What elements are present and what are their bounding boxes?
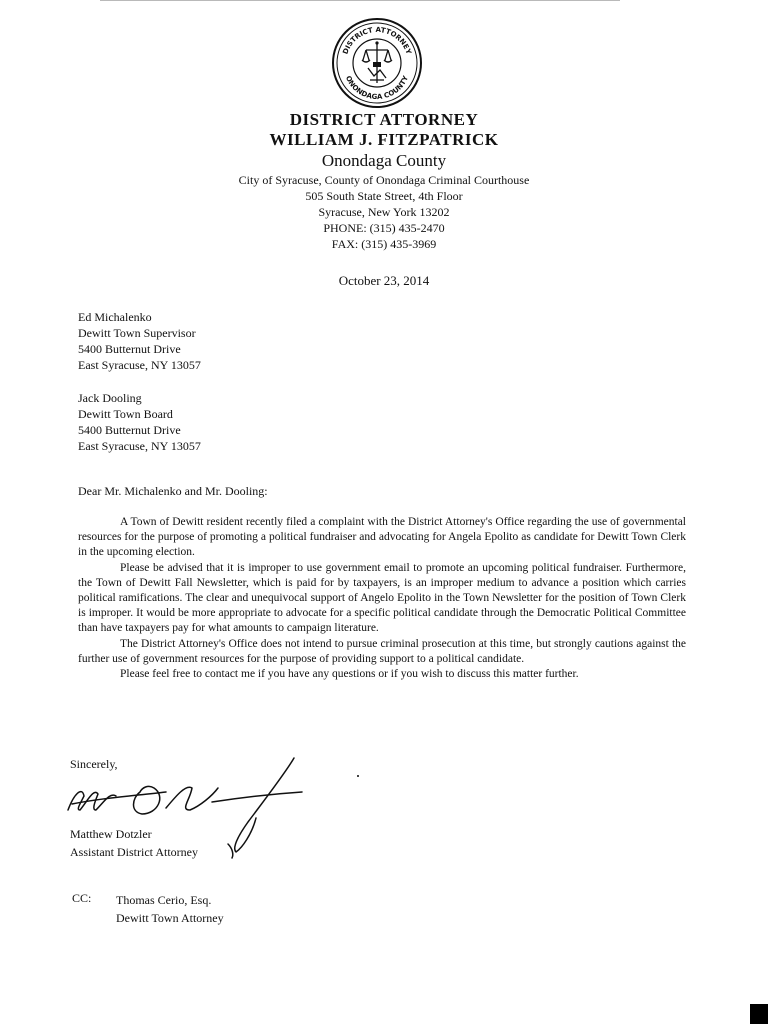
- recipient-2-street: 5400 Butternut Drive: [78, 423, 181, 437]
- body-paragraph-1: A Town of Dewitt resident recently filed a complaint with the District Attorney's Office regarding the use of governmental resources for the purpose of promoting a political fundraiser and advocating for Angela Epolito as candidate for Dewitt Town Clerk in the upcoming election.: [78, 516, 686, 559]
- letterhead-address-3: Syracuse, New York 13202: [318, 205, 450, 219]
- cc-title: Dewitt Town Attorney: [116, 911, 224, 925]
- body-paragraph-4: Please feel free to contact me if you have any questions or if you wish to discuss this matter further.: [120, 668, 579, 681]
- body-paragraph-3: The District Attorney's Office does not intend to pursue criminal prosecution at this time, but strongly cautions against the further use of government resources for the purpose of providing support to a political candidate.: [78, 637, 686, 665]
- letterhead: [0, 110, 768, 252]
- letter-date: October 23, 2014: [338, 273, 430, 288]
- recipient-1-street: 5400 Butternut Drive: [78, 342, 181, 356]
- signer-name: Matthew Dotzler: [70, 827, 152, 841]
- seal-top-text: DISTRICT ATTORNEY: [341, 25, 413, 56]
- seal-icon: [330, 16, 424, 110]
- recipient-1-name: Ed Michalenko: [78, 310, 152, 324]
- scan-corner-mark: [750, 1004, 768, 1024]
- signer-title: Assistant District Attorney: [70, 845, 198, 859]
- recipient-2-name: Jack Dooling: [78, 391, 142, 405]
- seal-bottom-text: ONONDAGA COUNTY: [343, 74, 411, 102]
- cc-recipient: [116, 891, 224, 927]
- letterhead-phone: PHONE: (315) 435-2470: [323, 221, 445, 235]
- top-rule: [100, 0, 620, 1]
- letterhead-county: Onondaga County: [321, 151, 447, 170]
- letterhead-address-2: 505 South State Street, 4th Floor: [305, 189, 463, 203]
- letterhead-name: WILLIAM J. FITZPATRICK: [269, 130, 499, 149]
- stray-ink-dot: [357, 775, 359, 777]
- letter-body: [78, 515, 686, 682]
- recipient-1-city: East Syracuse, NY 13057: [78, 358, 201, 372]
- body-paragraph-2: Please be advised that it is improper to use government email to promote an upcoming political fundraiser. Furthermore, the Town of Dewitt Fall Newsletter, which is paid for by taxpayers, is an improper medium to advance a position which carries political ramifications. The clear and unequivocal support of Angelo Epolito in the Town Newsletter for the position of Town Clerk is improper. It would be more appropriate to advocate for a specific political candidate through the Democratic Political Committee than have taxpayers pay for what amounts to campaign literature.: [78, 561, 686, 635]
- letterhead-title: DISTRICT ATTORNEY: [289, 110, 479, 129]
- recipient-2-city: East Syracuse, NY 13057: [78, 439, 201, 453]
- signer-block: [70, 825, 198, 861]
- recipient-address-1: [78, 309, 201, 373]
- cc-name: Thomas Cerio, Esq.: [116, 893, 212, 907]
- recipient-1-title: Dewitt Town Supervisor: [78, 326, 196, 340]
- letterhead-address-1: City of Syracuse, County of Onondaga Criminal Courthouse: [238, 173, 530, 187]
- salutation: Dear Mr. Michalenko and Mr. Dooling:: [78, 484, 268, 498]
- letterhead-fax: FAX: (315) 435-3969: [331, 237, 437, 251]
- district-attorney-seal: [330, 16, 424, 110]
- recipient-address-2: [78, 390, 201, 454]
- cc-label: CC:: [72, 891, 92, 905]
- recipient-2-title: Dewitt Town Board: [78, 407, 173, 421]
- closing: Sincerely,: [70, 757, 118, 771]
